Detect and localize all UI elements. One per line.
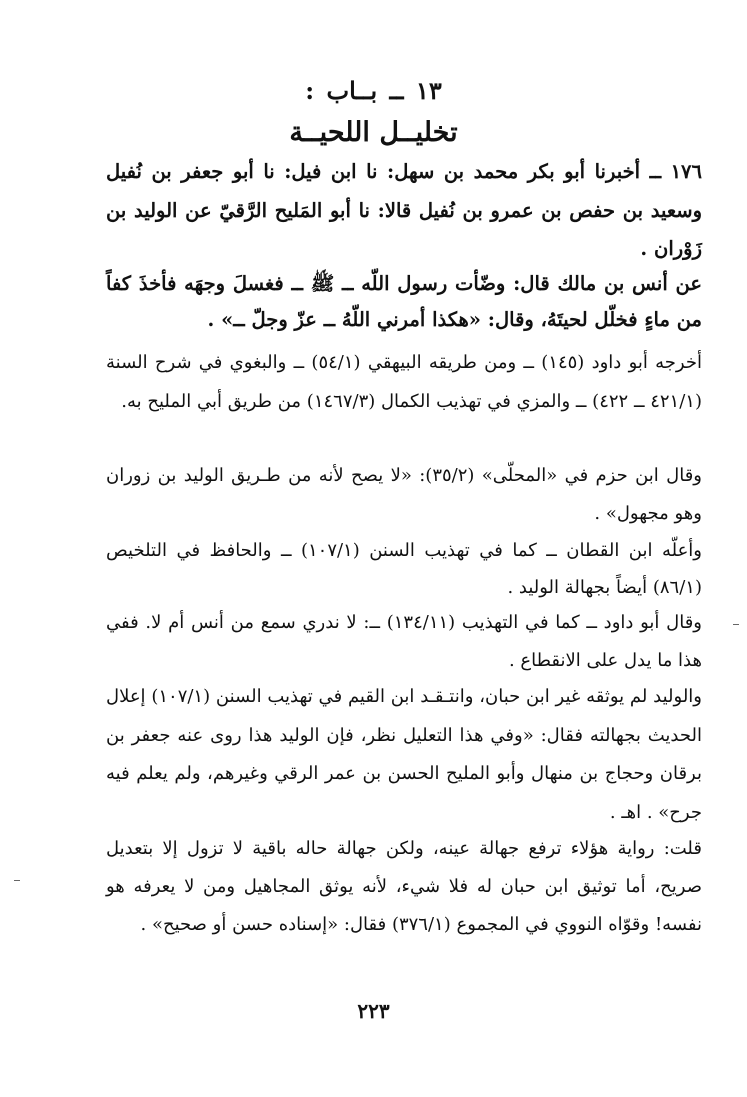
margin-tick-mark: [14, 880, 20, 881]
hadith-isnad-paragraph: [106, 153, 702, 269]
takhrij-paragraph-2: وقال ابن حزم في «المحلّى» (٣٥/٢): «لا يصح لأنه من طـريق الوليد بن زوران وهو مجهول» .: [106, 465, 702, 524]
margin-tick-mark: [733, 624, 739, 625]
chapter-title: تخليــل اللحيــة: [289, 117, 458, 148]
takhrij-paragraph-6: قلت: رواية هؤلاء ترفع جهالة عينه، ولكن جهالة حاله باقية لا تزول إلا بتعديل صريح، أما توثيق ابن حبان له فلا شيء، لأنه يوثق المجاهيل ومن لا يعرفه هو نفسه! وقوّاه النووي في المجموع (٣٧٦/١) فقال: «إسناده حسن أو صحيح» .: [106, 838, 702, 935]
hadith-matn: عن أنس بن مالك قال: وضّأت رسول اللّه ــ ﷺ ــ فغسلَ وجهَه فأخذَ كفاً من ماءٍ فخلّل لحيتَهُ، وقال: «هكذا أمرني اللّهُ ــ عزّ وجلّ ــ» .: [106, 272, 702, 331]
takhrij-paragraph-1: أخرجه أبو داود (١٤٥) ــ ومن طريقه البيهقي (٥٤/١) ــ والبغوي في شرح السنة (٤٢١/١ ــ ٤٢٢) ــ والمزي في تهذيب الكمال (١٤٦٧/٣) من طريق أبي المليح به.: [106, 352, 702, 412]
hadith-number: ١٧٦: [670, 160, 702, 183]
page-number: ٢٢٣: [357, 999, 390, 1023]
hadith-isnad: ــ أخبرنا أبو بكر محمد بن سهل: نا ابن فيل: نا أبو جعفر بن نُفيل وسعيد بن حفص بن عمرو بن نُفيل قالا: نا أبو المَليح الرَّقيّ عن الوليد بن زَوْران .: [106, 160, 702, 260]
takhrij-paragraph-3: وأعلّه ابن القطان ــ كما في تهذيب السنن (١٠٧/١) ــ والحافظ في التلخيص (٨٦/١) أيضاً بجهالة الوليد .: [106, 540, 703, 598]
chapter-number-line: ١٣ ــ بــاب :: [305, 76, 442, 105]
takhrij-paragraph-4: وقال أبو داود ــ كما في التهذيب (١٣٤/١١) ــ: لا ندري سمع من أنس أم لا. ففي هذا ما يدل على الانقطاع .: [106, 612, 702, 671]
takhrij-paragraph-5: والوليد لم يوثقه غير ابن حبان، وانتـقـد ابن القيم في تهذيب السنن (١٠٧/١) إعلال الحديث بجهالته فقال: «وفي هذا التعليل نظر، فإن الوليد هذا روى عنه جعفر بن برقان وحجاج بن منهال وأبو المليح الحسن بن عمر الرقي وغيرهم، ولم يعلم فيه جرح» . اهـ .: [106, 686, 702, 823]
